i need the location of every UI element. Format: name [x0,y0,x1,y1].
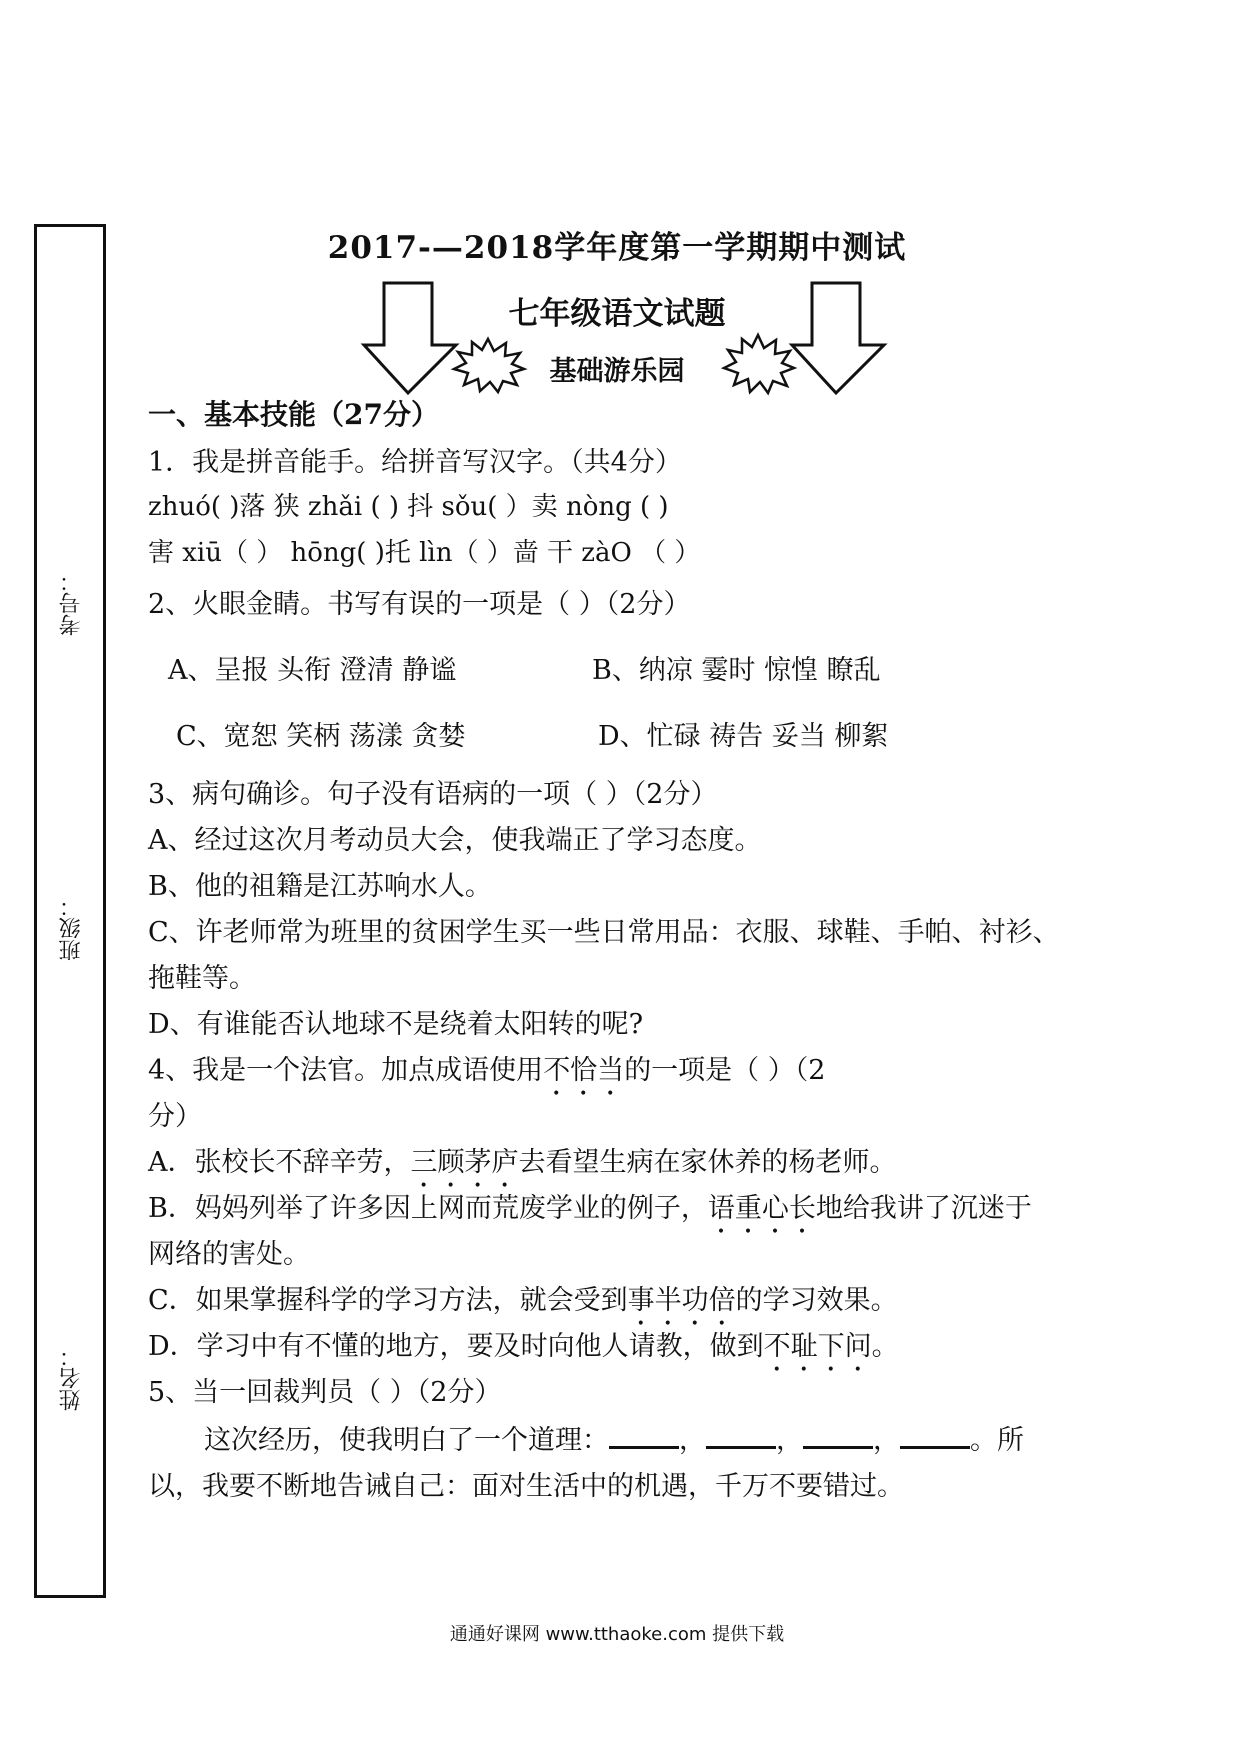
q4-prompt-cont: 分） [148,1101,202,1132]
q5-sep-2: ， [776,1425,803,1456]
q4-b-pre: B．妈妈列举了许多因上网而荒废学业的例子， [148,1193,708,1224]
q4-d-post: 。 [871,1331,899,1362]
q4-a-emph: 三顾茅庐 [410,1147,519,1178]
q4-a-post: 去看望生病在家休养的杨老师。 [518,1147,897,1178]
right-starburst-icon [720,333,796,395]
q5-text-line2: 以，我要不断地告诫自己：面对生活中的机遇，千万不要错过。 [148,1471,904,1502]
q4-prompt [148,1048,825,1102]
q4-d-pre: D．学习中有不懂的地方，要及时向他人请教，做到 [148,1331,764,1362]
q3-prompt: 3、病句确诊。句子没有语病的一项（ ）（2分） [148,779,718,810]
answer-blank-4[interactable] [900,1424,970,1449]
q1-pinyin-row1: zhuó( )落 狭 zhǎi ( ) 抖 sǒu( ）卖 nòng ( ) [148,492,669,522]
q3-option-b: B、他的祖籍是江苏响水人。 [148,871,492,902]
q4-b-emph: 语重心长 [707,1193,816,1224]
q5-text1-post: 。所 [970,1425,1024,1456]
class-label: 班级： [59,895,84,961]
q2-option-c: C、宽恕 笑柄 荡漾 贪婪 [176,721,466,752]
q4-c-pre: C．如果掌握科学的学习方法，就会受到 [148,1285,628,1316]
q5-sep-1: ， [679,1425,706,1456]
q5-sep-3: ， [873,1425,900,1456]
answer-blank-1[interactable] [609,1424,679,1449]
q1-pinyin-row2: 害 xiū（ ） hōng( )托 lìn（ ）啬 干 zàO （ ） [148,538,701,568]
right-down-arrow-icon [790,281,886,396]
q2-option-a: A、呈报 头衔 澄清 静谧 [168,655,457,686]
q5-text-line1 [204,1418,1024,1457]
q2-option-b: B、纳凉 霎时 惊惶 瞭乱 [592,655,881,686]
q5-prompt: 5、当一回裁判员（ ）（2分） [148,1377,502,1408]
q4-prompt-emph: 不恰当 [543,1055,625,1086]
name-label: 姓名： [59,1345,84,1411]
q4-c-post: 的学习效果。 [735,1285,898,1316]
footer-watermark: 通通好课网 www.tthaoke.com 提供下载 [449,1624,785,1645]
q4-d-emph: 不耻下问 [763,1331,872,1362]
section-banner: 基础游乐园 [549,356,685,387]
q4-option-b-cont: 网络的害处。 [148,1239,310,1270]
exam-subtitle: 七年级语文试题 [508,296,726,332]
q2-prompt: 2、火眼金睛。书写有误的一项是（ ）（2分） [148,589,691,620]
q4-c-emph: 事半功倍 [627,1285,736,1316]
exam-title: 2017-—2018学年度第一学期期中测试 [327,230,907,266]
q4-b-post: 地给我讲了沉迷于 [815,1193,1032,1224]
q4-prompt-post: 的一项是（ ）（2 [624,1055,826,1086]
part1-heading: 一、基本技能（27分） [148,398,439,431]
left-down-arrow-icon [362,281,458,396]
q3-option-d: D、有谁能否认地球不是绕着太阳转的呢? [148,1009,644,1040]
q3-option-c: C、许老师常为班里的贫困学生买一些日常用品：衣服、球鞋、手帕、衬衫、 [148,917,1060,948]
q5-text1-pre: 这次经历，使我明白了一个道理： [204,1425,609,1456]
q4-prompt-pre: 4、我是一个法官。加点成语使用 [148,1055,544,1086]
left-starburst-icon [450,337,526,393]
q2-option-d: D、忙碌 祷告 妥当 柳絮 [598,721,889,752]
exam-number-label: 考号： [59,570,84,636]
q3-option-a: A、经过这次月考动员大会，使我端正了学习态度。 [148,825,762,856]
answer-blank-2[interactable] [706,1424,776,1449]
q4-a-pre: A．张校长不辞辛劳， [148,1147,411,1178]
q3-option-c-cont: 拖鞋等。 [148,963,256,994]
q1-prompt: 1．我是拼音能手。给拼音写汉字。（共4分） [148,447,682,478]
answer-blank-3[interactable] [803,1424,873,1449]
